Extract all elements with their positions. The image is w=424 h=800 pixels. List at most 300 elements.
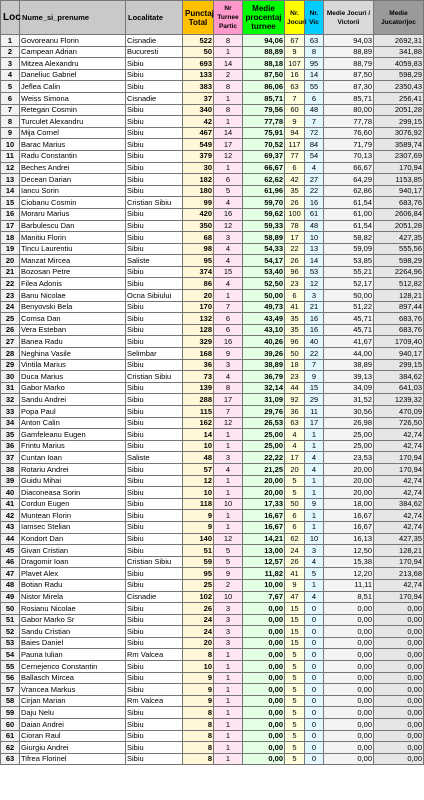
cell-name[interactable]: Gabor Marko Sr xyxy=(20,614,126,626)
cell-wins[interactable]: 22 xyxy=(305,185,324,197)
cell-avg-points[interactable]: 299,15 xyxy=(374,116,424,128)
cell-city[interactable]: Sibiu xyxy=(126,533,183,545)
table-row[interactable] xyxy=(1,313,424,325)
cell-avg-points[interactable]: 0,00 xyxy=(374,649,424,661)
cell-percentage[interactable]: 7,67 xyxy=(243,591,285,603)
header-wins[interactable]: Nr. Vic xyxy=(305,1,324,35)
cell-avg-points[interactable]: 0,00 xyxy=(374,661,424,673)
cell-points[interactable]: 20 xyxy=(183,637,214,649)
cell-loc[interactable]: 17 xyxy=(1,220,20,232)
cell-city[interactable]: Sibiu xyxy=(126,301,183,313)
cell-percentage[interactable]: 50,00 xyxy=(243,290,285,302)
cell-percentage[interactable]: 20,00 xyxy=(243,487,285,499)
table-row[interactable] xyxy=(1,139,424,151)
cell-loc[interactable]: 50 xyxy=(1,603,20,615)
cell-points[interactable]: 9 xyxy=(183,510,214,522)
cell-wins[interactable]: 1 xyxy=(305,510,324,522)
cell-points[interactable]: 139 xyxy=(183,382,214,394)
cell-points[interactable]: 9 xyxy=(183,695,214,707)
cell-city[interactable]: Cisnadie xyxy=(126,35,183,47)
cell-points[interactable]: 12 xyxy=(183,475,214,487)
cell-avg-wins[interactable]: 64,29 xyxy=(324,174,374,186)
cell-tournaments[interactable]: 3 xyxy=(214,637,243,649)
table-row[interactable] xyxy=(1,568,424,580)
cell-tournaments[interactable]: 1 xyxy=(214,695,243,707)
cell-games[interactable]: 9 xyxy=(285,116,305,128)
cell-percentage[interactable]: 14,21 xyxy=(243,533,285,545)
cell-city[interactable]: Sibiu xyxy=(126,278,183,290)
cell-points[interactable]: 180 xyxy=(183,185,214,197)
cell-avg-wins[interactable]: 0,00 xyxy=(324,719,374,731)
cell-avg-wins[interactable]: 31,52 xyxy=(324,394,374,406)
cell-name[interactable]: Daian Andrei xyxy=(20,719,126,731)
cell-points[interactable]: 24 xyxy=(183,626,214,638)
cell-wins[interactable]: 0 xyxy=(305,637,324,649)
table-row[interactable] xyxy=(1,278,424,290)
cell-percentage[interactable]: 13,00 xyxy=(243,545,285,557)
cell-points[interactable]: 14 xyxy=(183,429,214,441)
cell-points[interactable]: 95 xyxy=(183,568,214,580)
cell-points[interactable]: 48 xyxy=(183,452,214,464)
cell-wins[interactable]: 0 xyxy=(305,753,324,765)
cell-avg-wins[interactable]: 12,50 xyxy=(324,545,374,557)
cell-avg-wins[interactable]: 61,54 xyxy=(324,197,374,209)
cell-percentage[interactable]: 39,26 xyxy=(243,348,285,360)
cell-points[interactable]: 8 xyxy=(183,719,214,731)
cell-avg-points[interactable]: 1153,85 xyxy=(374,174,424,186)
cell-avg-points[interactable]: 0,00 xyxy=(374,684,424,696)
cell-games[interactable]: 63 xyxy=(285,81,305,93)
cell-wins[interactable]: 0 xyxy=(305,707,324,719)
cell-name[interactable]: Barbulescu Dan xyxy=(20,220,126,232)
header-percentage[interactable]: Medie procentaj turnee xyxy=(243,1,285,35)
cell-avg-wins[interactable]: 0,00 xyxy=(324,672,374,684)
cell-percentage[interactable]: 20,00 xyxy=(243,475,285,487)
cell-city[interactable]: Sibiu xyxy=(126,127,183,139)
cell-percentage[interactable]: 11,82 xyxy=(243,568,285,580)
cell-avg-points[interactable]: 2606,84 xyxy=(374,208,424,220)
cell-percentage[interactable]: 38,89 xyxy=(243,359,285,371)
cell-avg-wins[interactable]: 53,85 xyxy=(324,255,374,267)
cell-games[interactable]: 7 xyxy=(285,92,305,104)
cell-avg-points[interactable]: 0,00 xyxy=(374,707,424,719)
cell-name[interactable]: Tincu Laurentiu xyxy=(20,243,126,255)
cell-games[interactable]: 50 xyxy=(285,348,305,360)
cell-percentage[interactable]: 62,62 xyxy=(243,174,285,186)
cell-avg-wins[interactable]: 0,00 xyxy=(324,661,374,673)
cell-percentage[interactable]: 0,00 xyxy=(243,695,285,707)
cell-avg-points[interactable]: 427,35 xyxy=(374,533,424,545)
cell-avg-wins[interactable]: 88,89 xyxy=(324,46,374,58)
cell-avg-points[interactable]: 683,76 xyxy=(374,197,424,209)
cell-tournaments[interactable]: 1 xyxy=(214,92,243,104)
cell-avg-wins[interactable]: 11,11 xyxy=(324,579,374,591)
cell-points[interactable]: 9 xyxy=(183,521,214,533)
table-row[interactable] xyxy=(1,255,424,267)
cell-tournaments[interactable]: 14 xyxy=(214,127,243,139)
cell-name[interactable]: Kondort Dan xyxy=(20,533,126,545)
cell-name[interactable]: Pauna Iulian xyxy=(20,649,126,661)
cell-points[interactable]: 59 xyxy=(183,556,214,568)
table-row[interactable] xyxy=(1,220,424,232)
cell-percentage[interactable]: 59,62 xyxy=(243,208,285,220)
cell-percentage[interactable]: 0,00 xyxy=(243,661,285,673)
cell-percentage[interactable]: 87,50 xyxy=(243,69,285,81)
cell-avg-points[interactable]: 1709,40 xyxy=(374,336,424,348)
table-row[interactable] xyxy=(1,475,424,487)
cell-loc[interactable]: 10 xyxy=(1,139,20,151)
cell-loc[interactable]: 13 xyxy=(1,174,20,186)
cell-name[interactable]: Duca Marius xyxy=(20,371,126,383)
cell-tournaments[interactable]: 12 xyxy=(214,150,243,162)
cell-points[interactable]: 102 xyxy=(183,591,214,603)
cell-loc[interactable]: 44 xyxy=(1,533,20,545)
cell-wins[interactable]: 1 xyxy=(305,475,324,487)
table-row[interactable] xyxy=(1,162,424,174)
cell-city[interactable]: Sibiu xyxy=(126,232,183,244)
cell-percentage[interactable]: 0,00 xyxy=(243,684,285,696)
cell-points[interactable]: 118 xyxy=(183,498,214,510)
cell-loc[interactable]: 14 xyxy=(1,185,20,197)
table-row[interactable] xyxy=(1,498,424,510)
cell-city[interactable]: Sibiu xyxy=(126,174,183,186)
cell-avg-points[interactable]: 3076,92 xyxy=(374,127,424,139)
cell-name[interactable]: Sandu Cristian xyxy=(20,626,126,638)
cell-city[interactable]: Cristian Sibiu xyxy=(126,371,183,383)
cell-points[interactable]: 8 xyxy=(183,753,214,765)
cell-games[interactable]: 4 xyxy=(285,440,305,452)
header-name[interactable]: Nume_si_prenume xyxy=(20,1,126,35)
cell-loc[interactable]: 21 xyxy=(1,266,20,278)
cell-tournaments[interactable]: 1 xyxy=(214,510,243,522)
cell-games[interactable]: 23 xyxy=(285,278,305,290)
cell-loc[interactable]: 1 xyxy=(1,35,20,47)
cell-wins[interactable]: 7 xyxy=(305,359,324,371)
table-row[interactable] xyxy=(1,545,424,557)
table-row[interactable] xyxy=(1,753,424,765)
cell-points[interactable]: 37 xyxy=(183,92,214,104)
cell-avg-points[interactable]: 2692,31 xyxy=(374,35,424,47)
table-row[interactable] xyxy=(1,394,424,406)
cell-wins[interactable]: 0 xyxy=(305,603,324,615)
cell-avg-wins[interactable]: 0,00 xyxy=(324,753,374,765)
cell-tournaments[interactable]: 3 xyxy=(214,603,243,615)
cell-tournaments[interactable]: 8 xyxy=(214,104,243,116)
cell-percentage[interactable]: 40,26 xyxy=(243,336,285,348)
table-row[interactable] xyxy=(1,649,424,661)
cell-avg-points[interactable]: 940,17 xyxy=(374,348,424,360)
cell-wins[interactable]: 6 xyxy=(305,92,324,104)
cell-name[interactable]: Benyovski Bela xyxy=(20,301,126,313)
table-row[interactable] xyxy=(1,324,424,336)
cell-city[interactable]: Rm Valcea xyxy=(126,649,183,661)
cell-games[interactable]: 77 xyxy=(285,150,305,162)
cell-tournaments[interactable]: 3 xyxy=(214,359,243,371)
table-row[interactable] xyxy=(1,150,424,162)
cell-city[interactable]: Cristian Sibiu xyxy=(126,197,183,209)
cell-points[interactable]: 8 xyxy=(183,707,214,719)
cell-name[interactable]: Vintila Marius xyxy=(20,359,126,371)
cell-avg-wins[interactable]: 23,53 xyxy=(324,452,374,464)
cell-avg-wins[interactable]: 18,00 xyxy=(324,498,374,510)
cell-games[interactable]: 60 xyxy=(285,104,305,116)
table-row[interactable] xyxy=(1,591,424,603)
cell-points[interactable]: 86 xyxy=(183,278,214,290)
cell-tournaments[interactable]: 8 xyxy=(214,35,243,47)
cell-city[interactable]: Sibiu xyxy=(126,104,183,116)
cell-loc[interactable]: 51 xyxy=(1,614,20,626)
cell-name[interactable]: Barac Marius xyxy=(20,139,126,151)
cell-name[interactable]: Anton Calin xyxy=(20,417,126,429)
cell-loc[interactable]: 62 xyxy=(1,742,20,754)
cell-games[interactable]: 92 xyxy=(285,394,305,406)
cell-avg-wins[interactable]: 25,00 xyxy=(324,440,374,452)
cell-games[interactable]: 15 xyxy=(285,614,305,626)
cell-name[interactable]: Iamsec Stelian xyxy=(20,521,126,533)
table-row[interactable] xyxy=(1,46,424,58)
cell-avg-wins[interactable]: 26,98 xyxy=(324,417,374,429)
cell-points[interactable]: 288 xyxy=(183,394,214,406)
cell-percentage[interactable]: 43,10 xyxy=(243,324,285,336)
cell-games[interactable]: 5 xyxy=(285,684,305,696)
cell-city[interactable]: Sibiu xyxy=(126,753,183,765)
cell-loc[interactable]: 60 xyxy=(1,719,20,731)
cell-avg-wins[interactable]: 34,09 xyxy=(324,382,374,394)
cell-percentage[interactable]: 36,79 xyxy=(243,371,285,383)
cell-avg-points[interactable]: 0,00 xyxy=(374,719,424,731)
cell-wins[interactable]: 4 xyxy=(305,556,324,568)
cell-name[interactable]: Vera Esteban xyxy=(20,324,126,336)
cell-tournaments[interactable]: 3 xyxy=(214,614,243,626)
cell-loc[interactable]: 53 xyxy=(1,637,20,649)
cell-name[interactable]: Govoreanu Florin xyxy=(20,35,126,47)
cell-percentage[interactable]: 70,52 xyxy=(243,139,285,151)
cell-avg-wins[interactable]: 94,03 xyxy=(324,35,374,47)
cell-name[interactable]: Retegan Cosmin xyxy=(20,104,126,116)
cell-tournaments[interactable]: 10 xyxy=(214,591,243,603)
cell-points[interactable]: 51 xyxy=(183,545,214,557)
cell-loc[interactable]: 27 xyxy=(1,336,20,348)
cell-city[interactable]: Sibiu xyxy=(126,359,183,371)
cell-avg-points[interactable]: 2264,96 xyxy=(374,266,424,278)
cell-games[interactable]: 26 xyxy=(285,556,305,568)
cell-games[interactable]: 35 xyxy=(285,324,305,336)
cell-games[interactable]: 9 xyxy=(285,46,305,58)
cell-avg-points[interactable]: 42,74 xyxy=(374,510,424,522)
cell-wins[interactable]: 5 xyxy=(305,568,324,580)
cell-city[interactable]: Sibiu xyxy=(126,394,183,406)
cell-wins[interactable]: 12 xyxy=(305,278,324,290)
cell-percentage[interactable]: 66,67 xyxy=(243,162,285,174)
cell-games[interactable]: 41 xyxy=(285,301,305,313)
cell-wins[interactable]: 0 xyxy=(305,695,324,707)
table-row[interactable] xyxy=(1,104,424,116)
cell-loc[interactable]: 29 xyxy=(1,359,20,371)
cell-games[interactable]: 20 xyxy=(285,463,305,475)
cell-avg-points[interactable]: 2051,28 xyxy=(374,220,424,232)
cell-tournaments[interactable]: 16 xyxy=(214,208,243,220)
cell-avg-points[interactable]: 42,74 xyxy=(374,440,424,452)
cell-tournaments[interactable]: 8 xyxy=(214,382,243,394)
table-row[interactable] xyxy=(1,406,424,418)
cell-name[interactable]: Mitzea Alexandru xyxy=(20,58,126,70)
cell-avg-points[interactable]: 0,00 xyxy=(374,637,424,649)
cell-tournaments[interactable]: 2 xyxy=(214,69,243,81)
cell-loc[interactable]: 8 xyxy=(1,116,20,128)
cell-avg-wins[interactable]: 45,71 xyxy=(324,324,374,336)
cell-wins[interactable]: 4 xyxy=(305,463,324,475)
cell-tournaments[interactable]: 17 xyxy=(214,139,243,151)
cell-avg-wins[interactable]: 0,00 xyxy=(324,614,374,626)
header-tournaments[interactable]: Nr Turnee Partic xyxy=(214,1,243,35)
cell-percentage[interactable]: 75,91 xyxy=(243,127,285,139)
cell-avg-points[interactable]: 512,82 xyxy=(374,278,424,290)
table-row[interactable] xyxy=(1,510,424,522)
table-row[interactable] xyxy=(1,626,424,638)
cell-avg-points[interactable]: 641,03 xyxy=(374,382,424,394)
header-city[interactable]: Localitate xyxy=(126,1,183,35)
cell-avg-points[interactable]: 42,74 xyxy=(374,475,424,487)
table-row[interactable] xyxy=(1,382,424,394)
table-row[interactable] xyxy=(1,463,424,475)
table-row[interactable] xyxy=(1,440,424,452)
cell-wins[interactable]: 8 xyxy=(305,46,324,58)
cell-city[interactable]: Sibiu xyxy=(126,208,183,220)
cell-avg-points[interactable]: 470,09 xyxy=(374,406,424,418)
cell-city[interactable]: Sibiu xyxy=(126,417,183,429)
cell-games[interactable]: 17 xyxy=(285,232,305,244)
cell-loc[interactable]: 19 xyxy=(1,243,20,255)
cell-city[interactable]: Sibiu xyxy=(126,243,183,255)
cell-avg-wins[interactable]: 61,00 xyxy=(324,208,374,220)
cell-city[interactable]: Cristian Sibiu xyxy=(126,556,183,568)
cell-points[interactable]: 162 xyxy=(183,417,214,429)
table-row[interactable] xyxy=(1,521,424,533)
cell-wins[interactable]: 53 xyxy=(305,266,324,278)
cell-percentage[interactable]: 32,14 xyxy=(243,382,285,394)
cell-percentage[interactable]: 31,09 xyxy=(243,394,285,406)
cell-avg-wins[interactable]: 38,89 xyxy=(324,359,374,371)
cell-tournaments[interactable]: 1 xyxy=(214,290,243,302)
cell-city[interactable]: Cisnadie xyxy=(126,591,183,603)
cell-games[interactable]: 41 xyxy=(285,568,305,580)
cell-games[interactable]: 6 xyxy=(285,290,305,302)
cell-games[interactable]: 26 xyxy=(285,197,305,209)
table-row[interactable] xyxy=(1,232,424,244)
cell-points[interactable]: 20 xyxy=(183,290,214,302)
cell-games[interactable]: 5 xyxy=(285,475,305,487)
cell-percentage[interactable]: 0,00 xyxy=(243,672,285,684)
cell-avg-wins[interactable]: 87,30 xyxy=(324,81,374,93)
cell-avg-wins[interactable]: 0,00 xyxy=(324,603,374,615)
cell-avg-points[interactable]: 170,94 xyxy=(374,463,424,475)
cell-loc[interactable]: 12 xyxy=(1,162,20,174)
cell-tournaments[interactable]: 6 xyxy=(214,174,243,186)
cell-avg-wins[interactable]: 20,00 xyxy=(324,475,374,487)
cell-avg-wins[interactable]: 15,38 xyxy=(324,556,374,568)
cell-wins[interactable]: 0 xyxy=(305,661,324,673)
cell-wins[interactable]: 84 xyxy=(305,139,324,151)
cell-avg-wins[interactable]: 20,00 xyxy=(324,463,374,475)
table-row[interactable] xyxy=(1,429,424,441)
cell-name[interactable]: Guidu Mihai xyxy=(20,475,126,487)
cell-games[interactable]: 5 xyxy=(285,672,305,684)
cell-wins[interactable]: 0 xyxy=(305,684,324,696)
cell-city[interactable]: Sibiu xyxy=(126,661,183,673)
cell-city[interactable]: Sibiu xyxy=(126,637,183,649)
cell-loc[interactable]: 48 xyxy=(1,579,20,591)
cell-avg-wins[interactable]: 71,79 xyxy=(324,139,374,151)
cell-percentage[interactable]: 59,70 xyxy=(243,197,285,209)
cell-wins[interactable]: 29 xyxy=(305,394,324,406)
cell-name[interactable]: Banu Nicolae xyxy=(20,290,126,302)
cell-avg-wins[interactable]: 25,00 xyxy=(324,429,374,441)
cell-games[interactable]: 35 xyxy=(285,313,305,325)
cell-percentage[interactable]: 25,00 xyxy=(243,440,285,452)
cell-avg-wins[interactable]: 85,71 xyxy=(324,92,374,104)
cell-city[interactable]: Sibiu xyxy=(126,487,183,499)
cell-tournaments[interactable]: 15 xyxy=(214,266,243,278)
cell-percentage[interactable]: 16,67 xyxy=(243,510,285,522)
cell-wins[interactable]: 16 xyxy=(305,197,324,209)
cell-points[interactable]: 693 xyxy=(183,58,214,70)
cell-loc[interactable]: 35 xyxy=(1,429,20,441)
table-row[interactable] xyxy=(1,336,424,348)
cell-games[interactable]: 42 xyxy=(285,174,305,186)
cell-games[interactable]: 100 xyxy=(285,208,305,220)
cell-percentage[interactable]: 0,00 xyxy=(243,730,285,742)
table-row[interactable] xyxy=(1,695,424,707)
cell-percentage[interactable]: 17,33 xyxy=(243,498,285,510)
cell-avg-wins[interactable]: 12,20 xyxy=(324,568,374,580)
cell-avg-points[interactable]: 341,88 xyxy=(374,46,424,58)
cell-wins[interactable]: 63 xyxy=(305,35,324,47)
cell-points[interactable]: 549 xyxy=(183,139,214,151)
table-row[interactable] xyxy=(1,35,424,47)
cell-name[interactable]: Botian Radu xyxy=(20,579,126,591)
cell-loc[interactable]: 11 xyxy=(1,150,20,162)
cell-loc[interactable]: 3 xyxy=(1,58,20,70)
cell-games[interactable]: 15 xyxy=(285,603,305,615)
cell-percentage[interactable]: 94,06 xyxy=(243,35,285,47)
cell-tournaments[interactable]: 1 xyxy=(214,429,243,441)
cell-avg-points[interactable]: 42,74 xyxy=(374,579,424,591)
cell-avg-wins[interactable]: 0,00 xyxy=(324,626,374,638)
cell-name[interactable]: Weiss Simona xyxy=(20,92,126,104)
cell-tournaments[interactable]: 6 xyxy=(214,313,243,325)
cell-tournaments[interactable]: 1 xyxy=(214,162,243,174)
cell-wins[interactable]: 95 xyxy=(305,58,324,70)
table-row[interactable] xyxy=(1,556,424,568)
cell-avg-wins[interactable]: 0,00 xyxy=(324,695,374,707)
cell-name[interactable]: Cuntan Ioan xyxy=(20,452,126,464)
cell-avg-wins[interactable]: 16,67 xyxy=(324,521,374,533)
cell-wins[interactable]: 16 xyxy=(305,324,324,336)
cell-name[interactable]: Giurgiu Andrei xyxy=(20,742,126,754)
cell-city[interactable]: Bucuresti xyxy=(126,46,183,58)
table-row[interactable] xyxy=(1,290,424,302)
cell-percentage[interactable]: 54,33 xyxy=(243,243,285,255)
cell-avg-wins[interactable]: 52,17 xyxy=(324,278,374,290)
cell-points[interactable]: 350 xyxy=(183,220,214,232)
cell-tournaments[interactable]: 5 xyxy=(214,556,243,568)
cell-percentage[interactable]: 29,76 xyxy=(243,406,285,418)
table-row[interactable] xyxy=(1,672,424,684)
cell-avg-points[interactable]: 299,15 xyxy=(374,359,424,371)
cell-percentage[interactable]: 58,89 xyxy=(243,232,285,244)
cell-avg-points[interactable]: 42,74 xyxy=(374,521,424,533)
cell-city[interactable]: Cisnadie xyxy=(126,92,183,104)
